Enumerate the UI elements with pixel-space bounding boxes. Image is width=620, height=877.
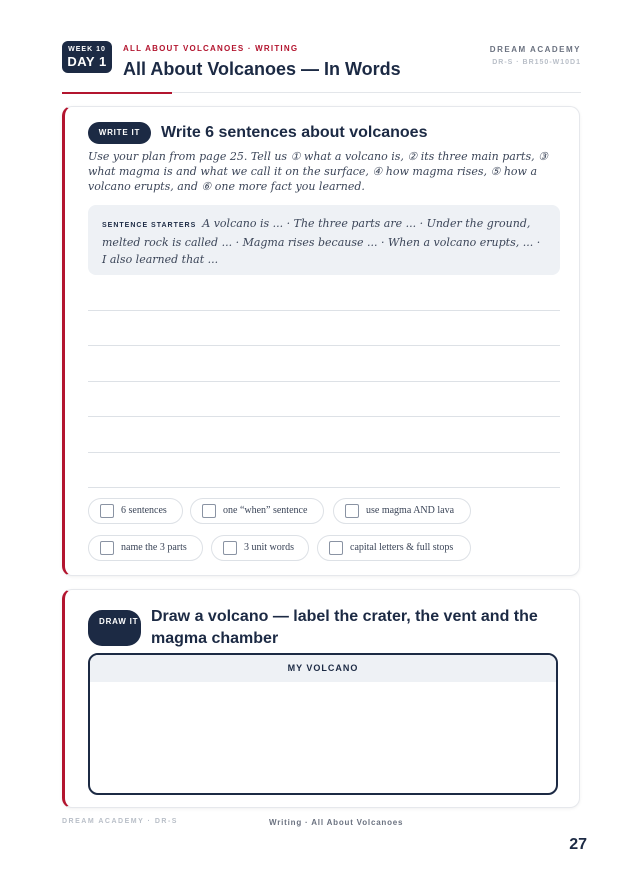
writing-line[interactable] (88, 452, 560, 453)
draw-it-badge: DRAW IT (88, 610, 141, 646)
draw-section-card (62, 589, 580, 808)
checklist-label: name the 3 parts (121, 542, 187, 553)
checklist-label: use magma AND lava (366, 505, 455, 516)
checklist-item-magma-lava[interactable] (333, 498, 471, 524)
checkbox-icon[interactable] (100, 541, 114, 555)
kicker: ALL ABOUT VOLCANOES · WRITING (123, 44, 299, 53)
checklist-label: capital letters & full stops (350, 542, 454, 553)
checklist-item-capitals[interactable] (317, 535, 471, 561)
writing-line[interactable] (88, 381, 560, 382)
sentence-starters-box (88, 205, 560, 275)
footer-brand: DREAM ACADEMY · DR-S (62, 818, 178, 825)
sentence-starters-label: SENTENCE STARTERS (102, 222, 197, 229)
week-day-badge (62, 41, 112, 73)
writing-line[interactable] (88, 416, 560, 417)
drawing-frame-label: MY VOLCANO (90, 655, 556, 682)
draw-section-title: Draw a volcano — label the crater, the vent and the magma chamber (151, 608, 538, 647)
drawing-frame[interactable] (88, 653, 558, 795)
write-instructions: Use your plan from page 25. Tell us ① what a volcano is, ② its three main parts, ③ what magma is and what we call it on the surface, ④ how magma rises, ⑤ how a volcano erupts, and ⑥ one more fact you learned. (88, 150, 548, 193)
checkbox-icon[interactable] (100, 504, 114, 518)
checklist-label: 6 sentences (121, 505, 167, 516)
checklist-label: 3 unit words (244, 542, 294, 553)
checkbox-icon[interactable] (202, 504, 216, 518)
writing-line[interactable] (88, 345, 560, 346)
week-label: WEEK 10 (68, 46, 106, 53)
checklist-item-3-parts[interactable] (88, 535, 203, 561)
page-title: All About Volcanoes — In Words (123, 59, 401, 79)
page-number: 27 (569, 836, 587, 853)
write-section-title: Write 6 sentences about volcanoes (161, 124, 428, 141)
checklist-item-6-sentences[interactable] (88, 498, 183, 524)
checkbox-icon[interactable] (329, 541, 343, 555)
writing-line[interactable] (88, 310, 560, 311)
footer-section: Writing · All About Volcanoes (269, 818, 404, 827)
checkbox-icon[interactable] (223, 541, 237, 555)
checklist-item-unit-words[interactable] (211, 535, 309, 561)
header-accent-rule (62, 92, 172, 94)
page-code: DR-S · BR150-W10D1 (492, 59, 581, 66)
writing-line[interactable] (88, 487, 560, 488)
day-label: DAY 1 (67, 54, 107, 69)
checklist-label: one “when” sentence (223, 505, 308, 516)
checklist-item-when-sentence[interactable] (190, 498, 324, 524)
sentence-starters-text: A volcano is ... · The three parts are ... · Under the ground, melted rock is called ... · Magma rises because ... · When a volcano erupts, ... · I also learned that ... (102, 217, 541, 266)
checkbox-icon[interactable] (345, 504, 359, 518)
brand-name: DREAM ACADEMY (489, 45, 581, 54)
write-section-card (62, 106, 580, 576)
write-it-badge: WRITE IT (88, 122, 151, 144)
